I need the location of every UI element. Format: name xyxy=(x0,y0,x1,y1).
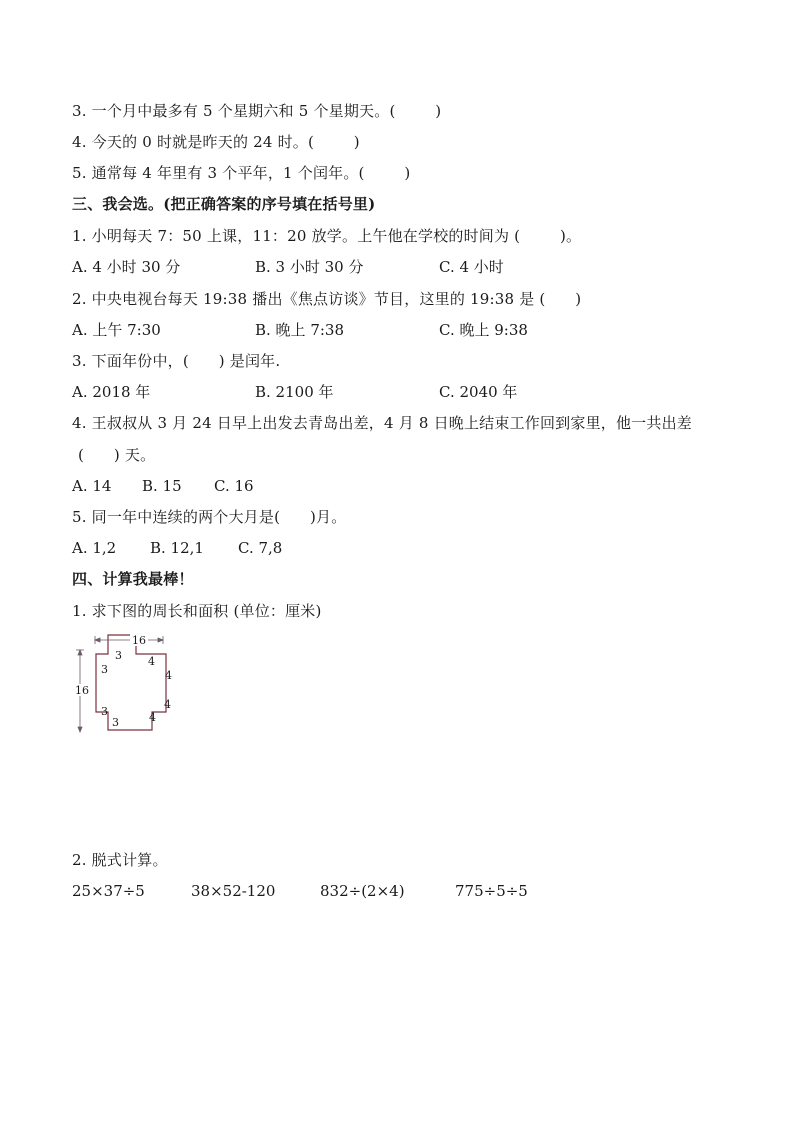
label-br-h: 4 xyxy=(164,698,171,711)
expression-3: 832÷(2×4) xyxy=(320,882,405,900)
choice-q2-option-b: B. 晚上 7:38 xyxy=(255,321,345,339)
expression-4: 775÷5÷5 xyxy=(455,882,528,900)
label-bl-h: 3 xyxy=(101,705,108,718)
label-tr-v: 4 xyxy=(165,669,172,682)
choice-q2-option-a: A. 上午 7:30 xyxy=(72,321,161,339)
section-4-heading: 四、计算我最棒！ xyxy=(72,570,194,588)
choice-q3-option-c: C. 2040 年 xyxy=(439,383,518,401)
choice-q1-option-a: A. 4 小时 30 分 xyxy=(72,258,181,276)
true-false-item-3: 3. 一个月中最多有 5 个星期六和 5 个星期天。( ) xyxy=(72,102,442,120)
label-bl-v: 3 xyxy=(112,716,119,729)
true-false-item-5: 5. 通常每 4 年里有 3 个平年，1 个闰年。( ) xyxy=(72,164,411,182)
choice-q3-stem: 3. 下面年份中，( ) 是闰年. xyxy=(72,352,281,370)
choice-q4-option-a: A. 14 xyxy=(72,477,112,495)
choice-q1-option-c: C. 4 小时 xyxy=(439,258,504,276)
choice-q4-stem-cont: ( ) 天。 xyxy=(78,446,156,464)
calc-q1-stem: 1. 求下图的周长和面积 (单位：厘米) xyxy=(72,602,322,620)
cross-shape-figure xyxy=(66,628,196,738)
label-tr-h: 4 xyxy=(148,655,155,668)
choice-q5-option-a: A. 1,2 xyxy=(72,539,117,557)
section-3-heading: 三、我会选。(把正确答案的序号填在括号里) xyxy=(72,195,376,213)
top-dimension-label: 16 xyxy=(132,634,146,647)
choice-q5-option-c: C. 7,8 xyxy=(238,539,283,557)
choice-q3-option-b: B. 2100 年 xyxy=(255,383,334,401)
expression-2: 38×52-120 xyxy=(191,882,276,900)
choice-q2-stem: 2. 中央电视台每天 19:38 播出《焦点访谈》节目，这里的 19:38 是 ( ) xyxy=(72,290,582,308)
choice-q1-option-b: B. 3 小时 30 分 xyxy=(255,258,364,276)
choice-q4-option-b: B. 15 xyxy=(142,477,182,495)
choice-q5-option-b: B. 12,1 xyxy=(150,539,204,557)
left-dimension-label: 16 xyxy=(75,684,89,697)
choice-q1-stem: 1. 小明每天 7：50 上课，11：20 放学。上午他在学校的时间为 ( )。 xyxy=(72,227,582,245)
expression-1: 25×37÷5 xyxy=(72,882,145,900)
choice-q4-option-c: C. 16 xyxy=(214,477,254,495)
label-br-v: 4 xyxy=(149,711,156,724)
label-tl-h: 3 xyxy=(115,649,122,662)
label-tl-v: 3 xyxy=(101,663,108,676)
calc-q2-stem: 2. 脱式计算。 xyxy=(72,851,168,869)
choice-q3-option-a: A. 2018 年 xyxy=(72,383,151,401)
choice-q5-stem: 5. 同一年中连续的两个大月是( )月。 xyxy=(72,508,347,526)
choice-q4-stem: 4. 王叔叔从 3 月 24 日早上出发去青岛出差，4 月 8 日晚上结束工作回到家里，他一共出差 xyxy=(72,414,692,432)
true-false-item-4: 4. 今天的 0 时就是昨天的 24 时。( ) xyxy=(72,133,360,151)
choice-q2-option-c: C. 晚上 9:38 xyxy=(439,321,528,339)
